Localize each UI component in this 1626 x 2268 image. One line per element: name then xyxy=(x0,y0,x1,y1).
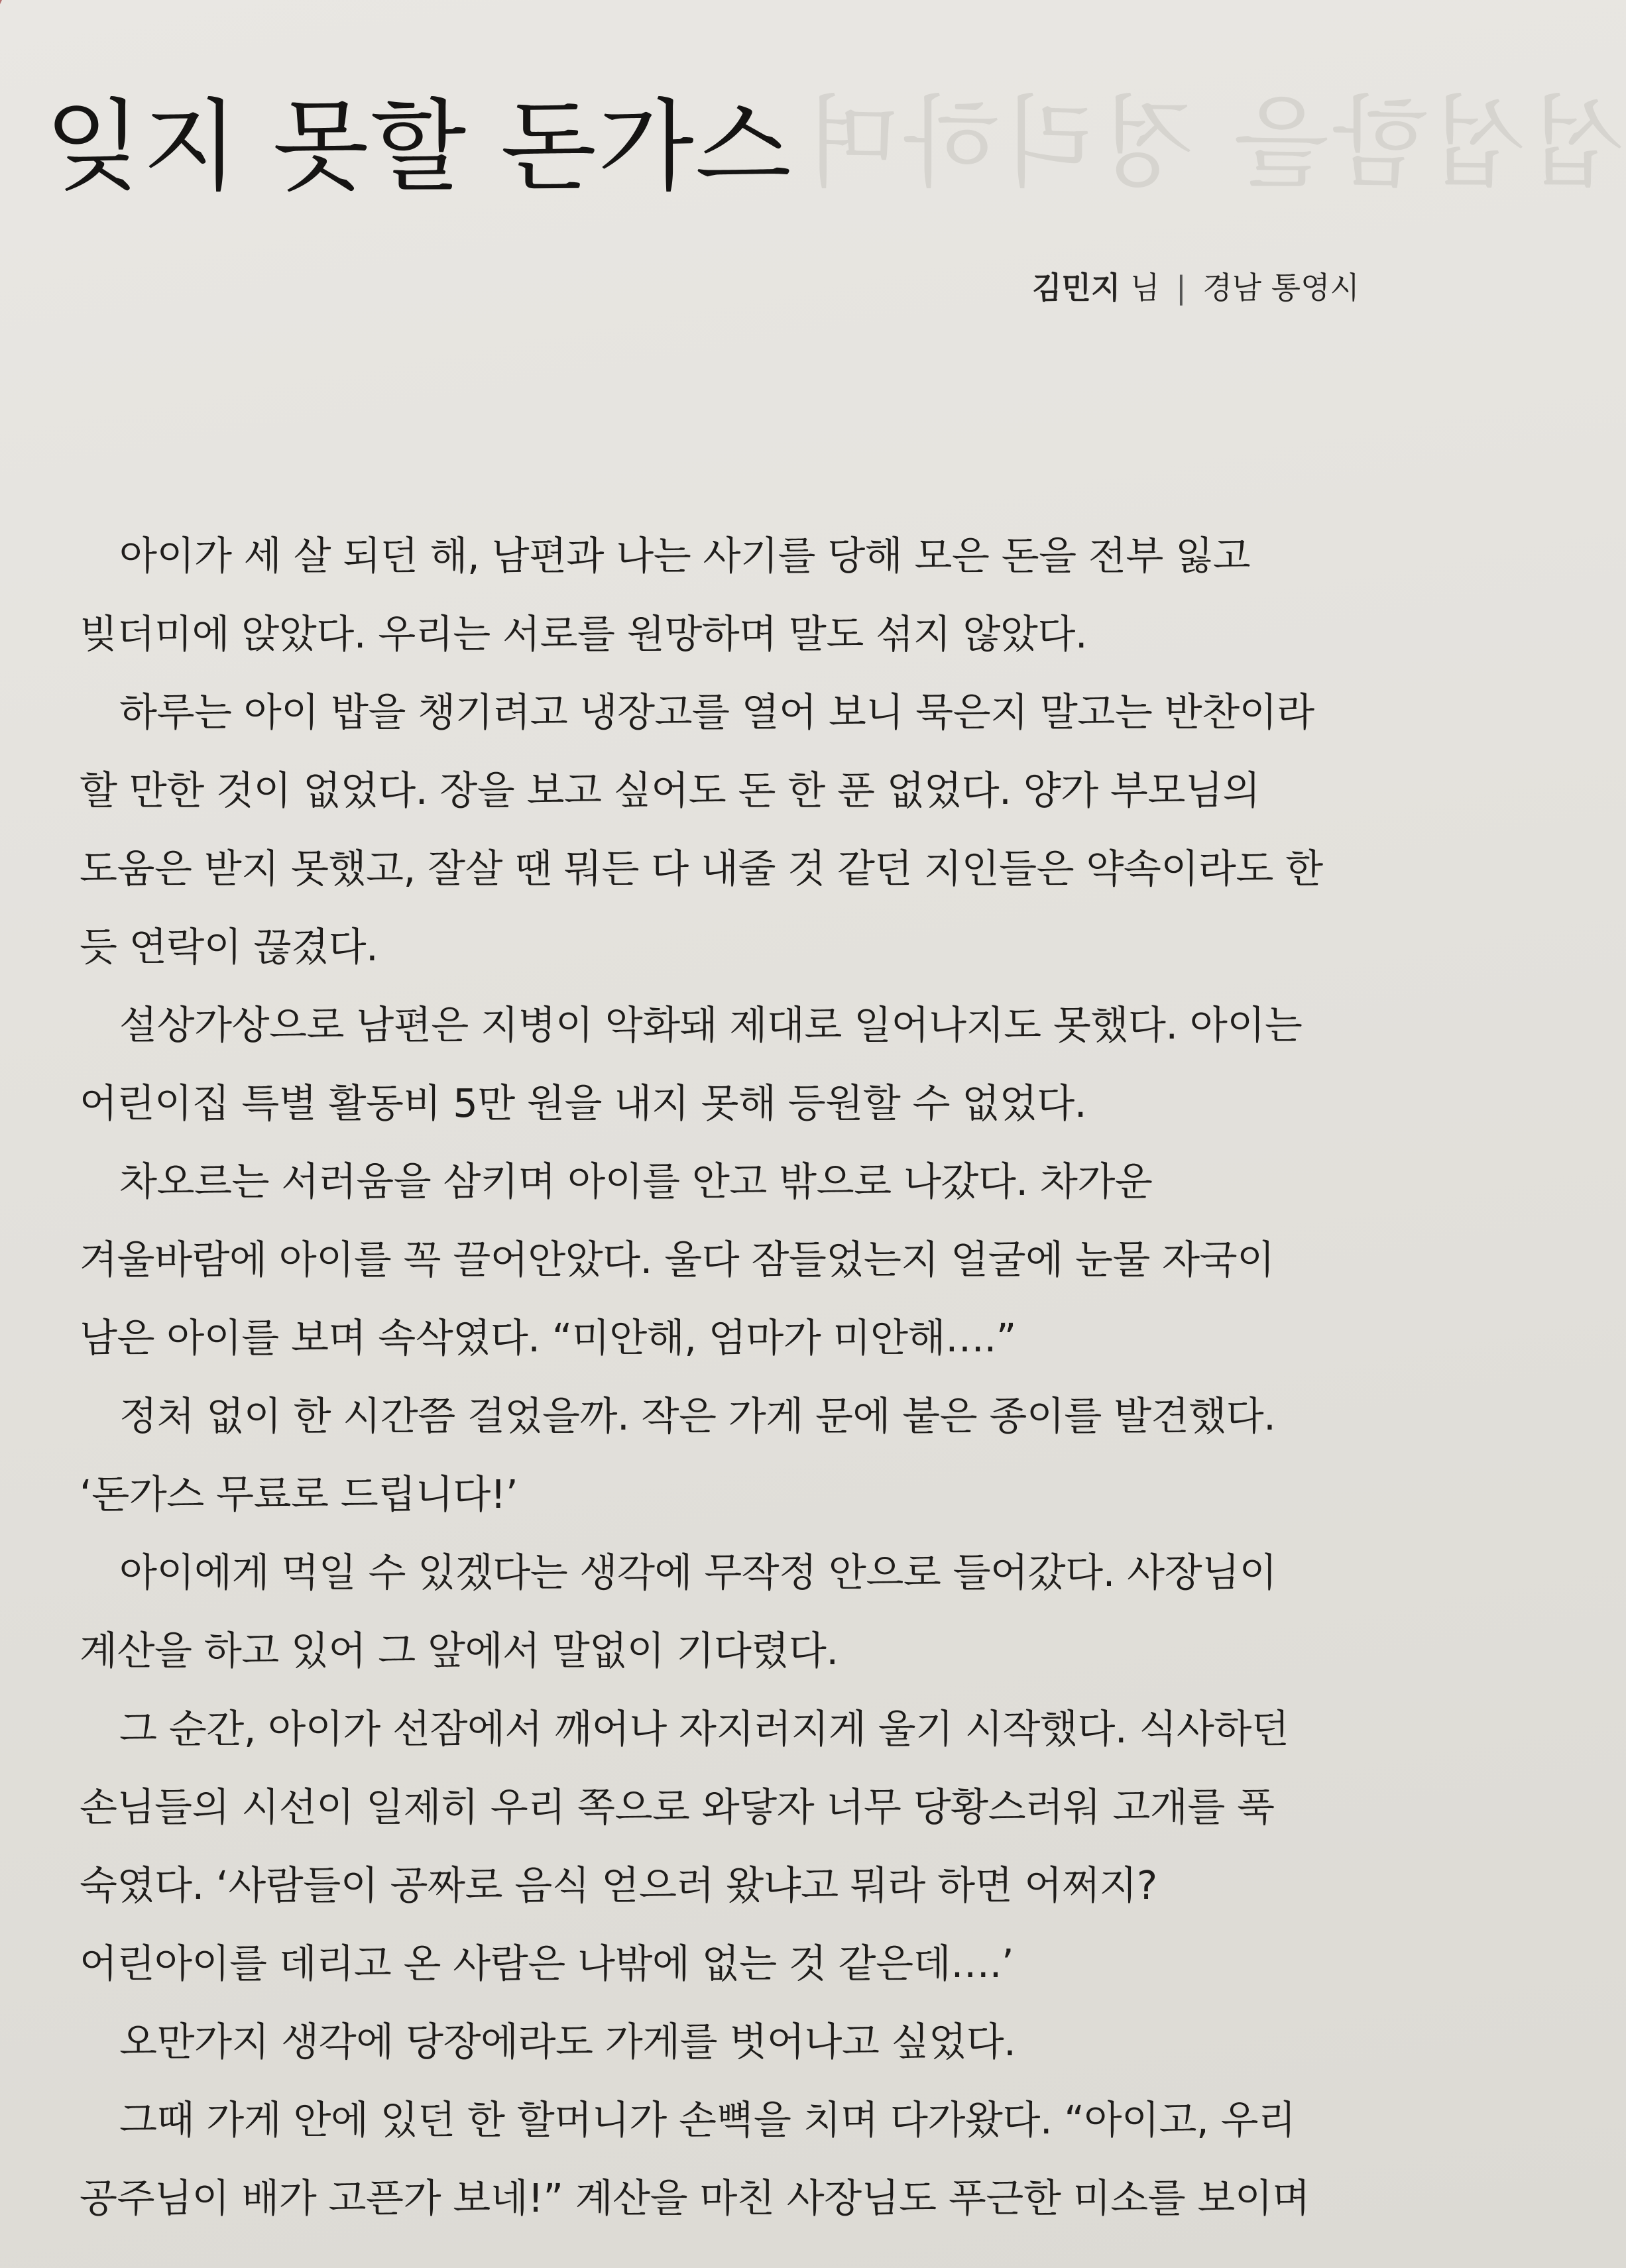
paragraph: 차오르는 서러움을 삼키며 아이를 안고 밖으로 나갔다. 차가운 겨울바람에 아이를 꼭 끌어안았다. 울다 잠들었는지 얼굴에 눈물 자국이 남은 아이를 보며 속삭였다. “미안해, 엄마가 미안해….” xyxy=(80,1159,1275,1361)
author-name: 김민지 xyxy=(1032,270,1121,306)
article-title: 잊지 못할 돈가스 xyxy=(45,89,793,205)
author-location: 경남 통영시 xyxy=(1202,270,1360,306)
paragraph: 설상가상으로 남편은 지병이 악화돼 제대로 일어나지도 못했다. 아이는 어린이집 특별 활동비 5만 원을 내지 못해 등원할 수 없었다. xyxy=(80,1002,1303,1126)
byline-divider: | xyxy=(1176,270,1187,306)
article-body xyxy=(80,517,1339,2238)
paragraph: 오만가지 생각에 당장에라도 가게를 벗어나고 싶었다. xyxy=(119,2019,1016,2065)
paragraph: 아이에게 먹일 수 있겠다는 생각에 무작정 안으로 들어갔다. 사장님이 계산을 하고 있어 그 앞에서 말없이 기다렸다. xyxy=(80,1550,1277,1673)
author-suffix: 님 xyxy=(1130,270,1160,306)
paragraph: 정처 없이 한 시간쯤 걸었을까. 작은 가게 문에 붙은 종이를 발견했다. ‘돈가스 무료로 드립니다!’ xyxy=(80,1393,1276,1517)
corner-mark xyxy=(0,0,22,60)
paragraph: 그때 가게 안에 있던 한 할머니가 손뼉을 치며 다가왔다. “아이고, 우리 공주님이 배가 고픈가 보네!” 계산을 마친 사장님도 푸근한 미소를 보이며 xyxy=(80,2097,1310,2221)
byline xyxy=(1032,264,1360,308)
paragraph: 그 순간, 아이가 선잠에서 깨어나 자지러지게 울기 시작했다. 식사하던 손님들의 시선이 일제히 우리 쪽으로 와닿자 너무 당황스러워 고개를 푹 숙였다. ‘사람들이 공짜로 음식 얻으러 왔냐고 뭐라 하면 어쩌지? 어린아이를 데리고 온 사람은 나밖에 없는 것 같은데….’ xyxy=(80,1706,1289,1986)
paragraph: 하루는 아이 밥을 챙기려고 냉장고를 열어 보니 묵은지 말고는 반찬이라 할 만한 것이 없었다. 장을 보고 싶어도 돈 한 푼 없었다. 양가 부모님의 도움은 받지 못했고, 잘살 땐 뭐든 다 내줄 것 같던 지인들은 약속이라도 한 듯 연락이 끊겼다. xyxy=(80,689,1323,970)
bleed-through-text: 섭섭함을 정리하며 xyxy=(802,86,1626,201)
paragraph: 아이가 세 살 되던 해, 남편과 나는 사기를 당해 모은 돈을 전부 잃고 빚더미에 앉았다. 우리는 서로를 원망하며 말도 섞지 않았다. xyxy=(80,533,1251,657)
